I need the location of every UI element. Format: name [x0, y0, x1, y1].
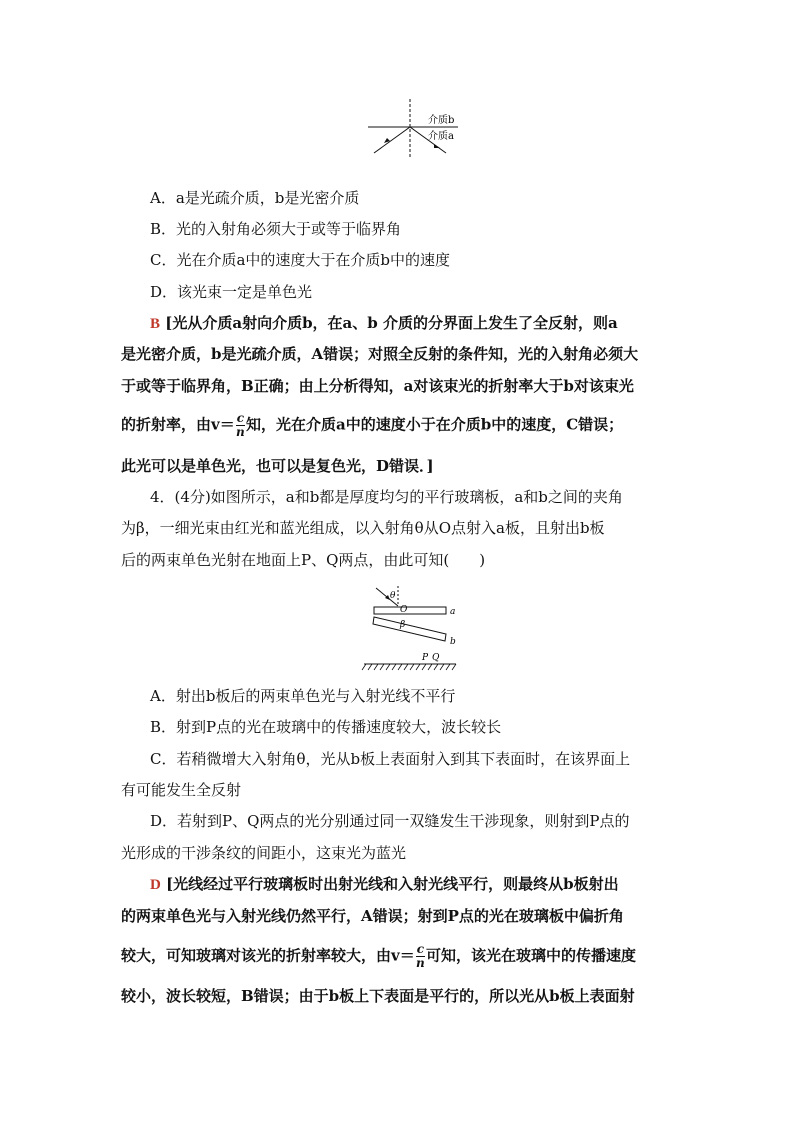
q4-stem-line2: 为β，一细光束由红光和蓝光组成，以入射角θ从O点射入a板，且射出b板	[121, 519, 605, 537]
q3-explanation-line1: B [光从介质a射向介质b，在a、b 介质的分界面上发生了全反射，则a	[150, 314, 618, 332]
q3-option-a: A．a是光疏介质，b是光密介质	[150, 189, 360, 207]
q3-explanation-line5: 此光可以是单色光，也可以是复色光，D错误．]	[121, 457, 434, 475]
point-p-label: P	[422, 653, 429, 663]
point-q-label: Q	[432, 653, 440, 663]
q4-answer-letter: D	[150, 877, 161, 893]
q4-option-b: B．射到P点的光在玻璃中的传播速度较大，波长较长	[150, 718, 502, 736]
q4-option-a: A．射出b板后的两束单色光与入射光线不平行	[150, 687, 456, 705]
point-o-label: O	[400, 605, 408, 615]
q3-option-c: C．光在介质a中的速度大于在介质b中的速度	[150, 251, 451, 269]
c-over-n-fraction: $\frac{c}{n}$	[236, 411, 245, 439]
total-reflection-figure	[360, 95, 470, 160]
theta-label: θ	[390, 591, 396, 601]
c-over-n-fraction-2: $\frac{c}{n}$	[416, 942, 425, 970]
beta-label: β	[400, 620, 406, 630]
glass-plates-figure	[360, 580, 465, 675]
q4-stem-line3: 后的两束单色光射在地面上P、Q两点，由此可知( )	[121, 551, 486, 569]
q4-explanation-line2: 的两束单色光与入射光线仍然平行，A错误；射到P点的光在玻璃板中偏折角	[121, 907, 624, 925]
q4-explanation-line3: 较大，可知玻璃对该光的折射率较大，由v＝ $\frac{c}{n}$ 可知，该光在玻璃中的传播速度	[121, 942, 637, 970]
q3-option-d: D．该光束一定是单色光	[150, 283, 313, 301]
q3-answer-letter: B	[150, 316, 161, 332]
plate-b-label: b	[450, 637, 456, 647]
medium-a-label: 介质a	[428, 131, 454, 142]
q4-explanation-line1: D [光线经过平行玻璃板时出射光线和入射光线平行，则最终从b板射出	[150, 875, 619, 893]
medium-b-label: 介质b	[428, 115, 455, 126]
q3-explanation-line3: 于或等于临界角，B正确；由上分析得知，a对该束光的折射率大于b对该束光	[121, 377, 634, 395]
q4-option-d-line2: 光形成的干涉条纹的间距小，这束光为蓝光	[121, 844, 407, 862]
q4-option-c-line1: C．若稍微增大入射角θ，光从b板上表面射入到其下表面时，在该界面上	[150, 750, 631, 768]
q3-option-b: B．光的入射角必须大于或等于临界角	[150, 220, 402, 238]
q3-explanation-line2: 是光密介质，b是光疏介质，A错误；对照全反射的条件知，光的入射角必须大	[121, 345, 639, 363]
q4-stem-line1: 4．(4分)如图所示，a和b都是厚度均匀的平行玻璃板，a和b之间的夹角	[150, 488, 623, 506]
q4-option-c-line2: 有可能发生全反射	[121, 781, 242, 799]
q3-explanation-line4: 的折射率，由v＝ $\frac{c}{n}$ 知，光在介质a中的速度小于在介质b中的速度，C错误；	[121, 411, 624, 439]
q4-option-d-line1: D．若射到P、Q两点的光分别通过同一双缝发生干涉现象，则射到P点的	[150, 812, 630, 830]
q4-explanation-line4: 较小，波长较短，B错误；由于b板上下表面是平行的，所以光从b板上表面射	[121, 987, 635, 1005]
plate-a-label: a	[450, 607, 456, 617]
